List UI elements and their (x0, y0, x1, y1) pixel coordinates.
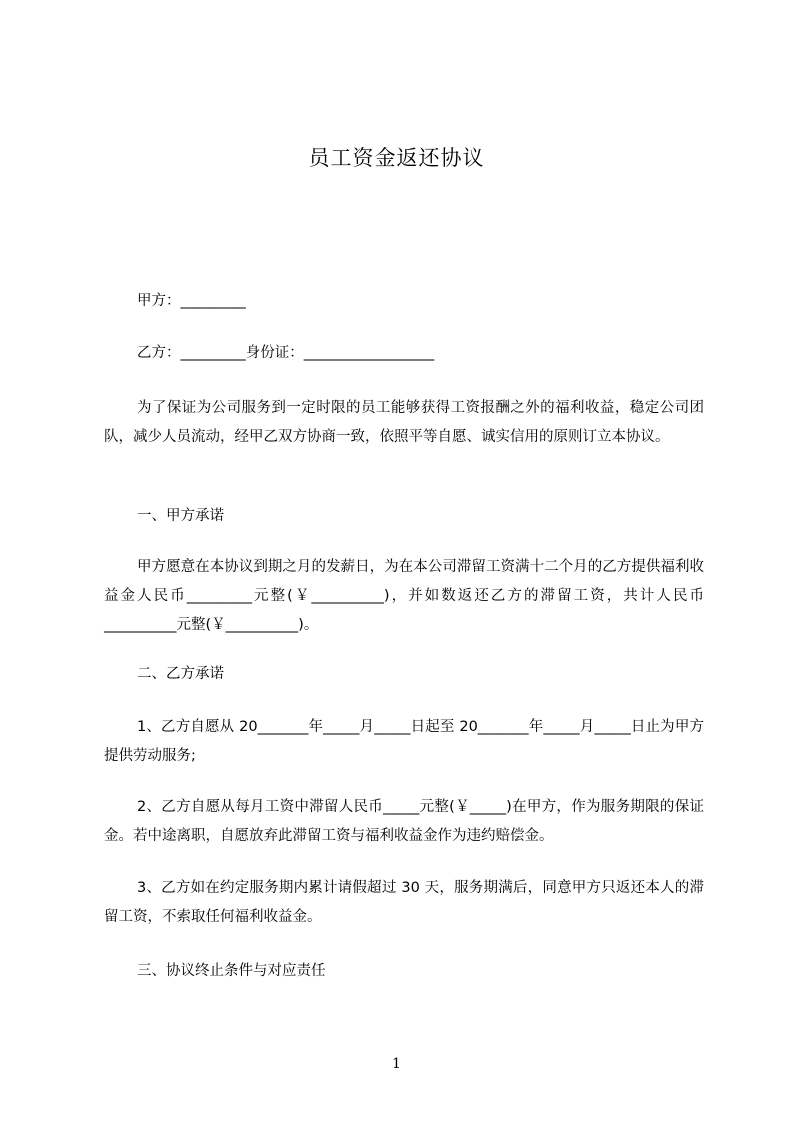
section-2-item-3: 3、乙方如在约定服务期内累计请假超过 30 天，服务期满后，同意甲方只返还本人的滞留工资，不索取任何福利收益金。 (104, 880, 704, 925)
section-2-heading: 二、乙方承诺 (137, 666, 224, 682)
section-1-paragraph: 甲方愿意在本协议到期之月的发薪日，为在本公司滞留工资满十二个月的乙方提供福利收益金人民币_________元整(￥__________)，并如数返还乙方的滞留工资，共计人民币__________元整(￥__________)。 (104, 559, 704, 633)
party-a-line: 甲方：_________ (137, 293, 246, 309)
section-2-item-1: 1、乙方自愿从 20_______年_____月_____日起至 20_______年_____月_____日止为甲方提供劳动服务; (104, 719, 704, 764)
section-1-heading: 一、甲方承诺 (137, 508, 224, 524)
document-title: 员工资金返还协议 (308, 146, 485, 170)
section-2-item-2: 2、乙方自愿从每月工资中滞留人民币_____元整(￥_____)在甲方，作为服务期限的保证金。若中途离职，自愿放弃此滞留工资与福利收益金作为违约赔偿金。 (104, 799, 704, 844)
preamble-paragraph: 为了保证为公司服务到一定时限的员工能够获得工资报酬之外的福利收益，稳定公司团队，减少人员流动，经甲乙双方协商一致，依照平等自愿、诚实信用的原则订立本协议。 (104, 400, 704, 445)
page-number: 1 (392, 1056, 401, 1072)
party-b-line: 乙方：_________身份证：__________________ (137, 345, 435, 361)
section-3-heading: 三、协议终止条件与对应责任 (137, 963, 326, 979)
